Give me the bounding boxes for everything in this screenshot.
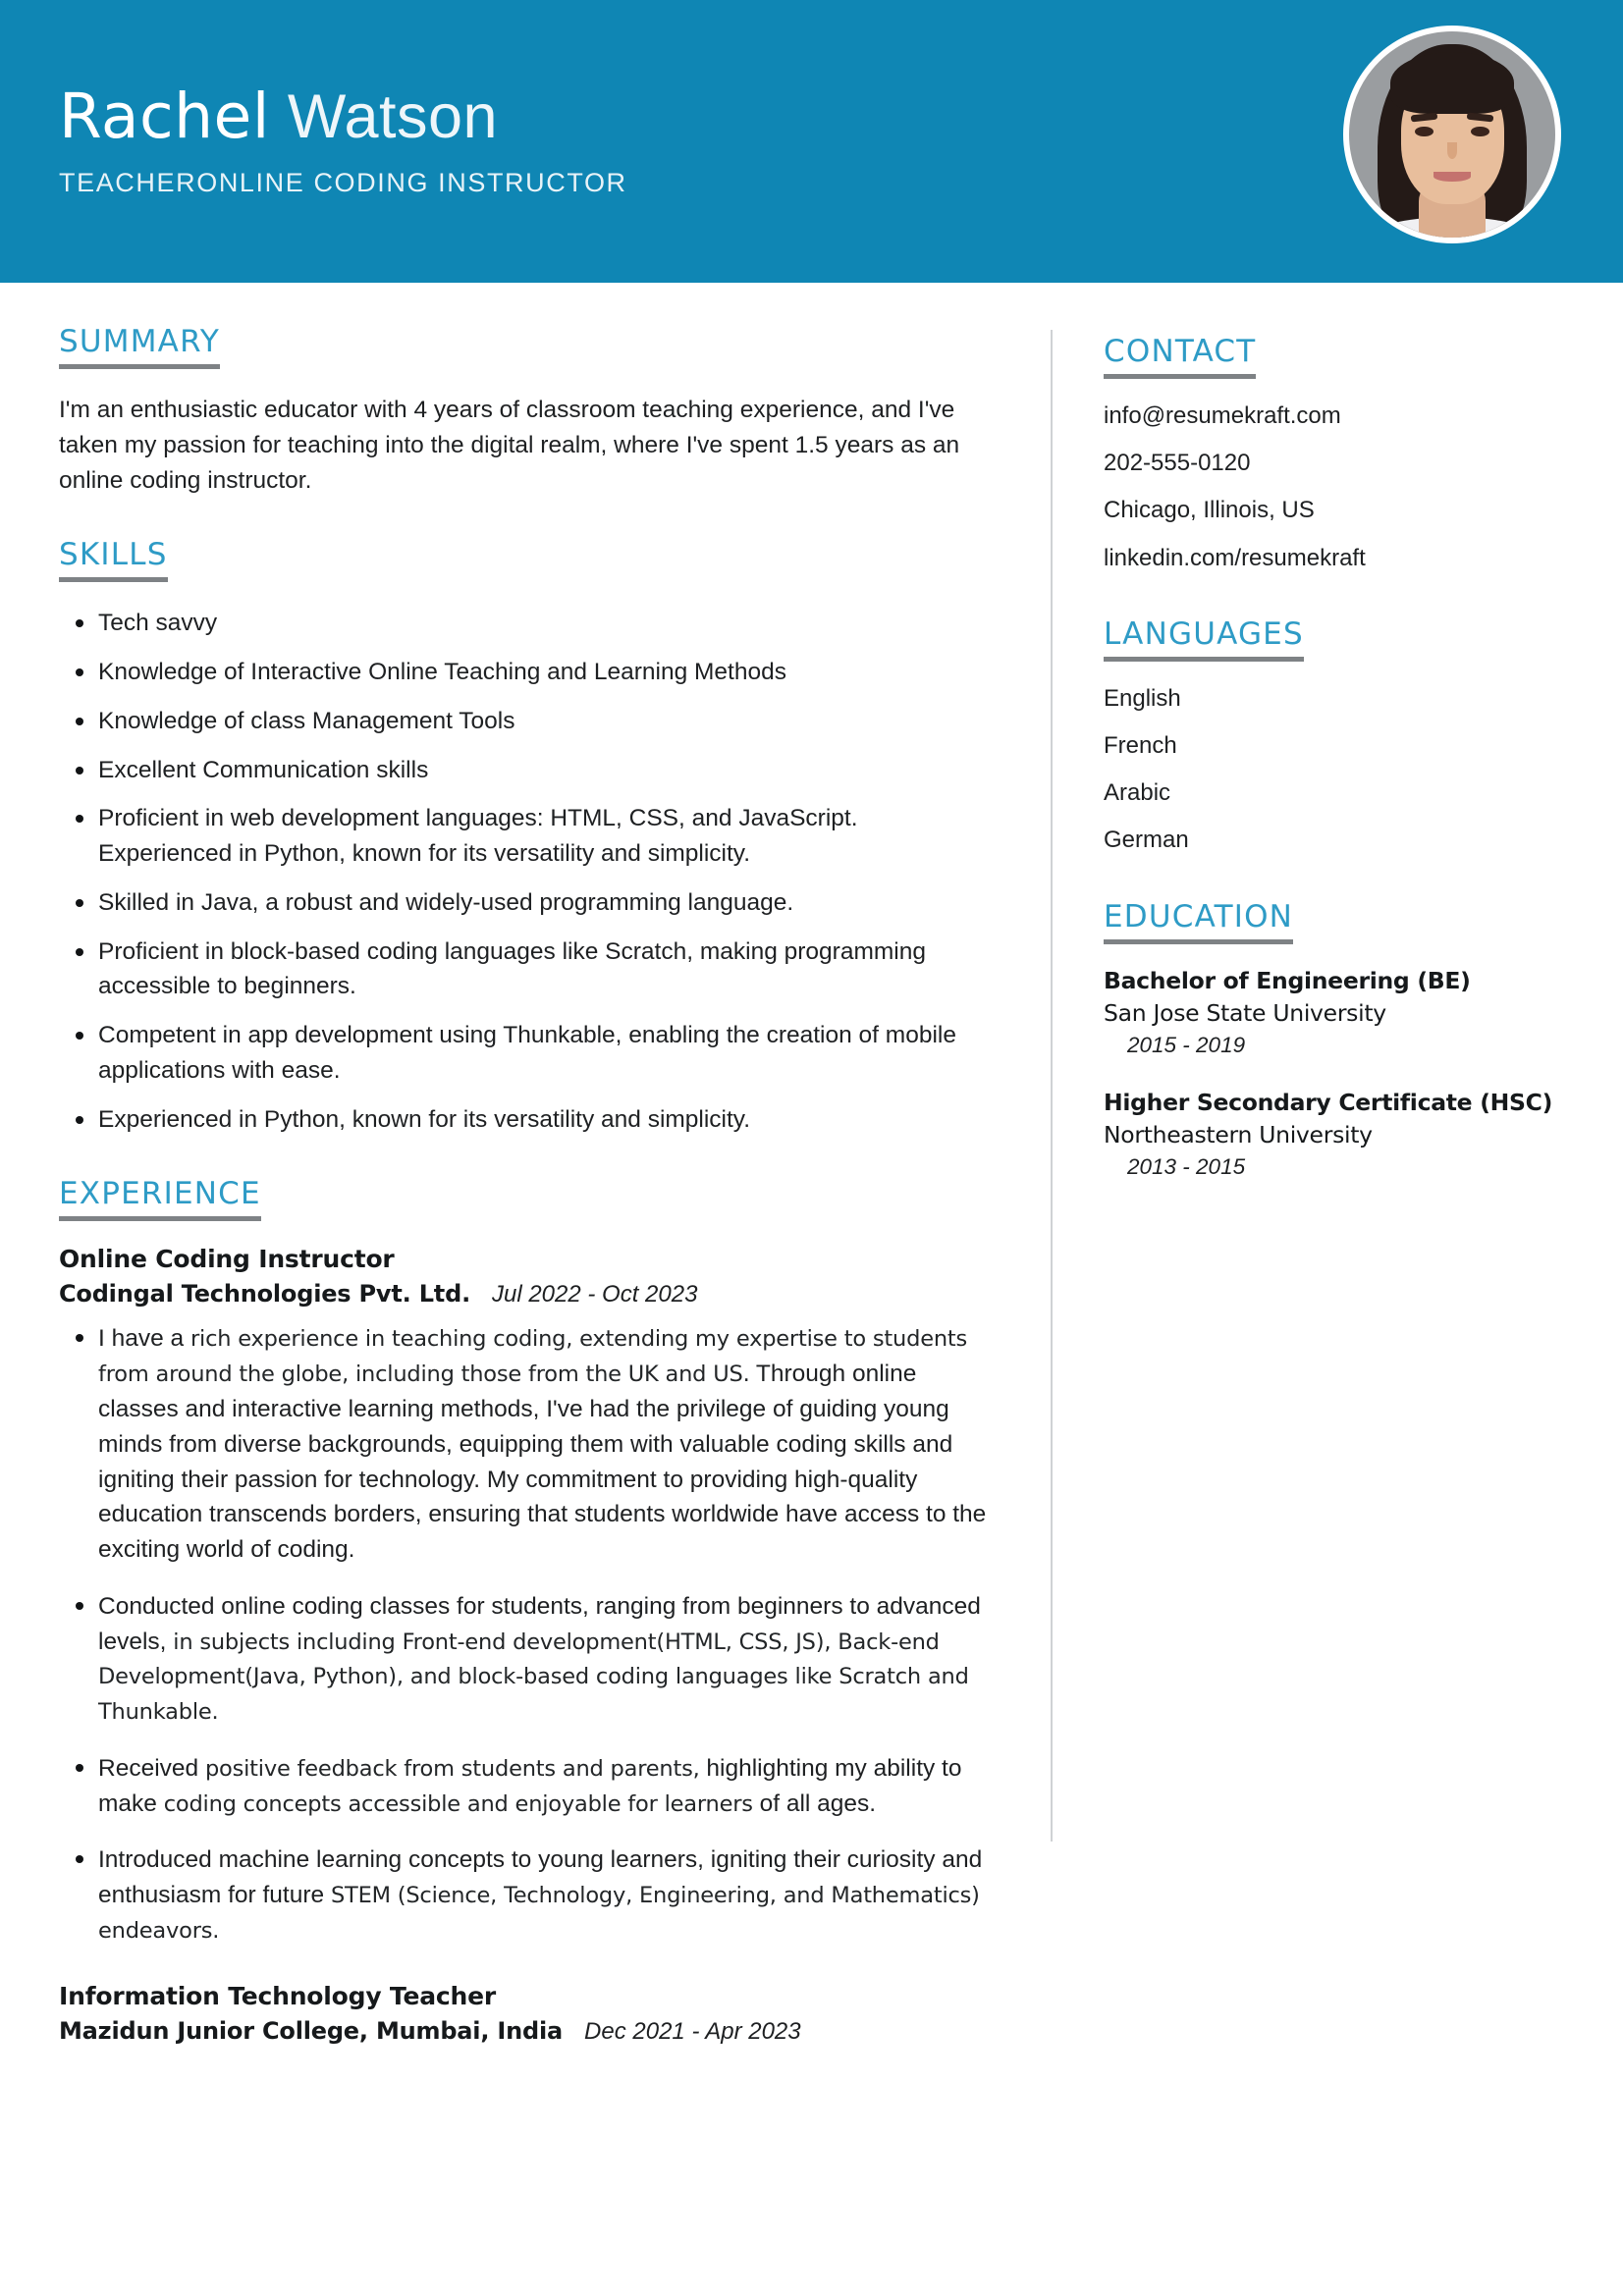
avatar-eye-right (1471, 127, 1489, 137)
last-name: Watson (269, 82, 499, 152)
education-heading: EDUCATION (1104, 899, 1293, 944)
bullet-emphasis: STEM (Science, Technology, Engineering, and Mathematics) endeavors. (98, 1883, 980, 1944)
bullet-emphasis: coding concepts accessible and enjoyable for learners (163, 1790, 753, 1817)
section-experience (59, 1176, 992, 2045)
contact-item[interactable]: info@resumekraft.com (1104, 402, 1341, 429)
skill-item: Proficient in web development languages: HTML, CSS, and JavaScript. Experienced in Python, known for its versatility and simplicity. (59, 801, 992, 872)
experience-item (59, 1245, 992, 1948)
left-column (0, 324, 1051, 2058)
bullet-emphasis: rich experience in teaching coding, extending my expertise to students from around the globe, including those from the UK and US. (98, 1326, 968, 1388)
job-bullet (59, 1589, 992, 1730)
education-list (1104, 966, 1576, 1180)
experience-item (59, 1982, 992, 2046)
skill-item: Experienced in Python, known for its versatility and simplicity. (59, 1102, 992, 1138)
skill-item: Skilled in Java, a robust and widely-used programming language. (59, 885, 992, 921)
bullet-text: Introduced machine learning concepts to young learners, igniting their curiosity and enthusiasm for future (98, 1846, 983, 1909)
skill-item: Tech savvy (59, 606, 992, 641)
education-degree: Bachelor of Engineering (BE) (1104, 966, 1471, 994)
bullet-text: Received (98, 1754, 205, 1782)
skills-list (59, 606, 992, 1137)
contact-item[interactable]: linkedin.com/resumekraft (1104, 544, 1366, 571)
full-name (59, 80, 1564, 153)
section-skills (59, 537, 992, 1137)
job-meta (59, 2017, 992, 2046)
job-role: Online Coding Instructor (59, 1245, 395, 1274)
summary-text: I'm an enthusiastic educator with 4 years of classroom teaching experience, and I've taken my passion for teaching into the digital realm, where I've spent 1.5 years as an online coding instructor. (59, 397, 960, 494)
contact-heading: CONTACT (1104, 334, 1256, 379)
avatar-portrait (1349, 31, 1555, 238)
first-name: Rachel (59, 80, 270, 153)
header-job-title: TEACHERONLINE CODING INSTRUCTOR (59, 167, 627, 197)
contact-item[interactable]: 202-555-0120 (1104, 450, 1251, 477)
contact-list (1104, 400, 1576, 573)
education-item (1104, 1088, 1576, 1180)
contact-item[interactable]: Chicago, Illinois, US (1104, 497, 1315, 524)
job-dates: Dec 2021 - Apr 2023 (584, 2017, 801, 2045)
job-bullet (59, 1321, 992, 1567)
experience-heading: EXPERIENCE (59, 1176, 261, 1221)
education-school: San Jose State University (1104, 998, 1386, 1027)
section-contact (1104, 334, 1576, 573)
section-summary (59, 324, 992, 498)
job-bullet (59, 1751, 992, 1822)
bullet-text: of all ages. (752, 1789, 877, 1817)
skill-item: Competent in app development using Thunkable, enabling the creation of mobile applications with ease. (59, 1018, 992, 1089)
skill-item: Knowledge of Interactive Online Teaching and Learning Methods (59, 655, 992, 690)
education-years: 2013 - 2015 (1127, 1153, 1246, 1179)
resume-header (0, 0, 1623, 283)
education-years: 2015 - 2019 (1127, 1032, 1246, 1057)
language-item: French (1104, 731, 1177, 759)
job-company: Mazidun Junior College, Mumbai, India (59, 2016, 564, 2045)
language-item: Arabic (1104, 779, 1171, 807)
right-column (1053, 324, 1623, 2058)
skill-item: Knowledge of class Management Tools (59, 704, 992, 739)
skill-item: Excellent Communication skills (59, 753, 992, 788)
resume-body (0, 283, 1623, 2058)
bullet-emphasis: positive feedback from students and parents, (204, 1755, 700, 1782)
job-bullets (59, 1321, 992, 1948)
bullet-emphasis: in subjects including Front-end development(HTML, CSS, JS), Back-end Development(Java, Python), and block-based coding languages like Scratch and Thunkable. (98, 1629, 969, 1726)
bullet-text: Conducted online coding classes for students, ranging from beginners to advanced levels, (98, 1592, 981, 1655)
job-meta (59, 1280, 992, 1308)
job-company: Codingal Technologies Pvt. Ltd. (59, 1280, 470, 1308)
section-languages (1104, 616, 1576, 856)
bullet-text: I have a (98, 1325, 190, 1353)
section-education (1104, 899, 1576, 1180)
language-item: English (1104, 684, 1181, 712)
languages-heading: LANGUAGES (1104, 616, 1304, 662)
skill-item: Proficient in block-based coding languages like Scratch, making programming accessible to beginners. (59, 934, 992, 1005)
languages-list (1104, 683, 1576, 856)
summary-heading: SUMMARY (59, 324, 220, 369)
job-bullet (59, 1842, 992, 1948)
avatar-hair-front (1390, 52, 1514, 114)
avatar (1343, 26, 1561, 243)
education-school: Northeastern University (1104, 1120, 1373, 1148)
bullet-text: highlighting my ability to make (98, 1754, 962, 1817)
language-item: German (1104, 827, 1189, 854)
avatar-eye-left (1415, 127, 1434, 137)
job-role: Information Technology Teacher (59, 1981, 496, 2010)
skills-heading: SKILLS (59, 537, 168, 582)
job-dates: Jul 2022 - Oct 2023 (491, 1281, 698, 1308)
education-degree: Higher Secondary Certificate (HSC) (1104, 1088, 1553, 1116)
experience-list (59, 1245, 992, 2045)
bullet-text: Through online classes and interactive learning methods, I've had the privilege of guiding young minds from diverse backgrounds, equipping them with valuable coding skills and igniting their passion for technology. My commitment to providing high-quality education transcends borders, ensuring that students worldwide have access to the exciting world of coding. (98, 1361, 987, 1564)
education-item (1104, 966, 1576, 1058)
